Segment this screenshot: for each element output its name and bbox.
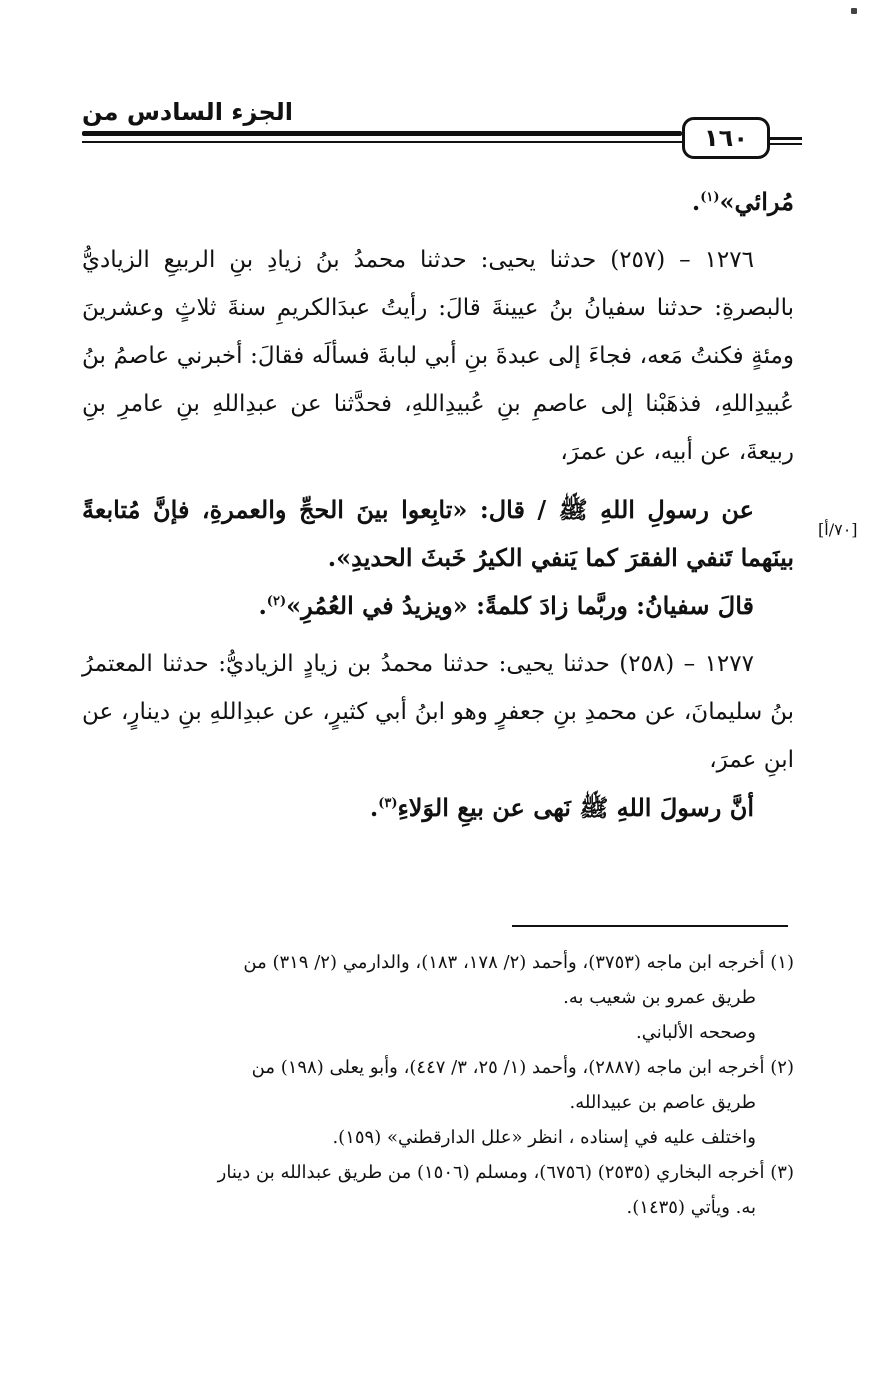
header-rule-right: [770, 137, 802, 140]
main-text: [82, 178, 794, 832]
page-number: ١٦٠: [682, 117, 770, 159]
manuscript-folio-note: [٧٠/أ]: [818, 520, 858, 539]
paragraph-continuation: [82, 178, 794, 226]
footnote-3: (٣) أخرجه البخاري (٢٥٣٥) (٦٧٥٦)، ومسلم (١٥٠٦) من طريق عبدالله بن دينار: [217, 1162, 794, 1183]
hadith-1277-matn: [82, 784, 794, 832]
footnote-separator: [512, 925, 788, 927]
header-rule-thin: [82, 141, 682, 143]
hadith-1277-matn-text: أنَّ رسولَ اللهِ ﷺ نَهى عن بيعِ الوَلاءِ: [397, 793, 754, 822]
footnote-3-cont: به. ويأتي (١٤٣٥).: [626, 1197, 756, 1218]
continuation-text: مُرائي»: [719, 187, 794, 216]
footnote-1-cont: طريق عمرو بن شعيب به.: [563, 987, 756, 1008]
footnote-2: (٢) أخرجه ابن ماجه (٢٨٨٧)، وأحمد (١/ ٢٥، ٣/ ٤٤٧)، وأبو يعلى (١٩٨) من: [251, 1057, 794, 1078]
hadith-1276-matn: عن رسولِ اللهِ ﷺ / قال: «تابِعوا بينَ الحجِّ والعمرةِ، فإنَّ مُتابعةً بينَهما تَنفي الفقرَ كما يَنفي الكيرُ خَبثَ الحديدِ».: [82, 495, 794, 572]
running-title: الجزء السادس من: [82, 98, 294, 126]
footnote-1-note: وصححه الألباني.: [636, 1022, 756, 1043]
header-rule-right-thin: [770, 143, 802, 145]
punctuation: .: [369, 793, 379, 822]
footnotes: [82, 945, 794, 1225]
punctuation: .: [691, 187, 701, 216]
hadith-1276-isnad: ١٢٧٦ – (٢٥٧) حدثنا يحيى: حدثنا محمدُ بنُ زيادِ بنِ الربيعِ الزياديُّ بالبصرةِ: حدثنا سفيانُ بنُ عيينةَ قالَ: رأيتُ عبدَالكريمِ سنةَ ثلاثٍ وعشرينَ ومئةٍ فكنتُ مَعه، فجاءَ إلى عبدةَ بنِ أبي لبابةَ فسألَه فقالَ: أخبرني عاصمُ بنُ عُبيدِاللهِ، فذهَبْنا إلى عاصمِ بنِ عُبيدِاللهِ، فحدَّثنا عن عبدِاللهِ بنِ عامرِ بنِ ربيعةَ، عن أبيه، عن عمرَ،: [82, 247, 794, 465]
footnote-ref-2: (٢): [266, 594, 287, 609]
page-header: [0, 0, 879, 175]
header-rule: [82, 131, 682, 136]
footnote-2-note: واختلف عليه في إسناده ، انظر «علل الدارقطني» (١٥٩).: [332, 1127, 756, 1148]
sufyan-addition-text: قالَ سفيانُ: وربَّما زادَ كلمةً: «ويزيدُ في العُمُرِ»: [286, 591, 754, 620]
hadith-1277-isnad: ١٢٧٧ – (٢٥٨) حدثنا يحيى: حدثنا محمدُ بن زيادٍ الزياديُّ: حدثنا المعتمرُ بنُ سليمانَ، عن محمدِ بنِ جعفرٍ وهو ابنُ أبي كثيرٍ، عن عبدِاللهِ بنِ دينارٍ، عن ابنِ عمرَ،: [82, 651, 794, 773]
sufyan-addition: [82, 582, 794, 630]
footnote-ref-1: (١): [700, 190, 720, 205]
footnote-2-cont: طريق عاصم بن عبيدالله.: [569, 1092, 756, 1113]
footnote-ref-3: (٣): [378, 796, 398, 811]
punctuation: .: [258, 591, 267, 620]
footnote-1: (١) أخرجه ابن ماجه (٣٧٥٣)، وأحمد (٢/ ١٧٨، ١٨٣)، والدارمي (٢/ ٣١٩) من: [243, 952, 794, 973]
